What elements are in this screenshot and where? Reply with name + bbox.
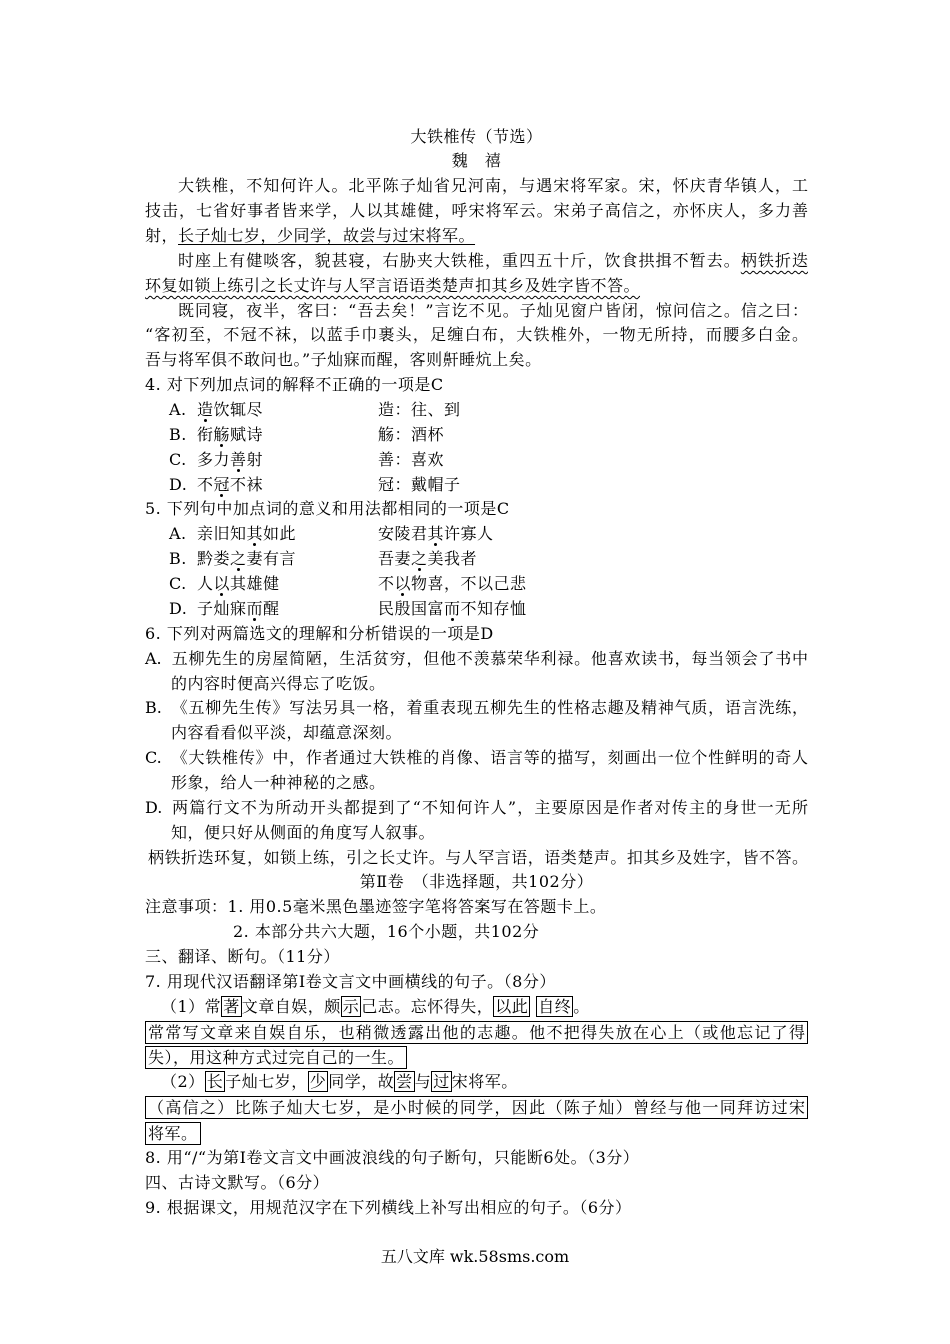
option-label: D. <box>169 474 188 494</box>
phrase-text: 如此 <box>263 524 297 544</box>
phrase-text: 不 <box>378 574 395 594</box>
phrase-text: 赋诗 <box>230 424 264 444</box>
option-phrase <box>197 423 378 448</box>
sentence-text: 己志。忘怀得失， <box>361 996 494 1016</box>
q7-sentence-2 <box>145 1070 808 1095</box>
phrase-text: 物喜，不以己悲 <box>411 574 527 594</box>
q6-option-a-line-2: 的内容时便高兴得忘了吃饭。 <box>171 673 386 693</box>
passage-p3-line-2: “客初至，不冠不袜，以蓝手巾裹头，足缠白布，大铁椎外，一物无所持，而腰多白金。 <box>145 325 808 345</box>
q8-stem: 8. 用“/“为第Ⅰ卷文言文中画波浪线的句子断句，只能断6处。（3分） <box>145 1147 640 1167</box>
phrase-text: 人 <box>197 574 214 594</box>
passage-title: 大铁椎传（节选） <box>410 126 543 146</box>
option-label: D. <box>169 598 188 618</box>
phrase-text: 美我者 <box>427 549 478 569</box>
underlined-sentence: 长子灿七岁，少同学，故尝与过宋将军。 <box>178 226 476 246</box>
q4-option-b <box>145 423 808 448</box>
passage-p2-line-2 <box>145 274 808 299</box>
sentence-text: （2） <box>161 1072 205 1092</box>
option-right-phrase <box>378 574 527 593</box>
wavy-underlined-sentence: 柄铁折迭 <box>740 250 808 270</box>
passage-p1-line-3 <box>145 224 808 249</box>
q5-option-d <box>145 597 808 622</box>
q4-stem: 4. 对下列加点词的解释不正确的一项是C <box>145 375 444 395</box>
option-label: B. <box>169 549 187 569</box>
dotted-word: 之 <box>230 549 247 569</box>
dotted-word: 其 <box>246 524 264 544</box>
option-label: C. <box>145 748 162 768</box>
option-phrase <box>197 448 378 473</box>
option-label: D. <box>145 797 163 817</box>
sentence-text: 宋将军。 <box>451 1072 518 1092</box>
option-left-phrase <box>197 547 378 572</box>
option-label: A. <box>169 524 187 544</box>
q6-option-c-line-1 <box>145 746 808 771</box>
wavy-underlined-sentence: 环复如锁上练引之长丈许与人罕言语语类楚声扣其乡及姓字皆不答。 <box>145 275 641 295</box>
q5-option-a <box>145 522 808 547</box>
option-gloss: 觞：酒杯 <box>378 424 445 444</box>
option-label: C. <box>169 449 187 469</box>
footer-watermark: 五八文库 wk.58sms.com <box>380 1247 570 1266</box>
part2-heading: 第Ⅱ卷 （非选择题，共102分） <box>359 872 594 892</box>
boxed-word: 以此 <box>495 996 529 1016</box>
option-left-phrase <box>197 597 378 622</box>
boxed-word: 过 <box>433 1072 450 1092</box>
q7-answer-1-line-1 <box>145 1021 808 1046</box>
phrase-text: 衔 <box>197 424 214 444</box>
phrase-text: 吾妻 <box>378 549 412 569</box>
option-phrase <box>197 398 378 423</box>
q7-answer-1-line-2 <box>145 1045 808 1070</box>
phrase-text: 不知存恤 <box>460 598 527 618</box>
sentence-text: 文章自娱，颇 <box>241 996 341 1016</box>
sentence-text: 。 <box>573 996 590 1016</box>
notes-line-1 <box>145 895 808 920</box>
option-label: B. <box>169 424 187 444</box>
boxed-word: 少 <box>309 1072 327 1092</box>
boxed-word: 自终 <box>538 996 572 1016</box>
dotted-word: 其 <box>427 524 445 544</box>
option-left-phrase <box>197 522 378 547</box>
boxed-word: 尝 <box>396 1072 413 1092</box>
notes-label: 注意事项： <box>145 897 228 917</box>
passage-p1-line-1: 大铁椎，不知何许人。北平陈子灿省兄河南，与遇宋将军家。宋，怀庆青华镇人，工 <box>178 176 808 196</box>
phrase-text: 其雄健 <box>230 574 280 594</box>
passage-author: 魏 禧 <box>451 151 502 171</box>
option-right-phrase <box>378 524 494 543</box>
option-phrase <box>197 473 378 498</box>
boxed-word: 示 <box>342 996 360 1016</box>
passage-text: 时座上有健啖客，貌甚寝，右胁夹大铁椎，重四五十斤，饮食拱揖不暂去。 <box>178 250 741 270</box>
notes-line-2: 2. 本部分共六大题，16个小题，共102分 <box>233 922 540 942</box>
phrase-text: 亲旧知 <box>197 524 247 544</box>
option-right-phrase <box>378 599 527 618</box>
q6-option-b-line-1 <box>145 696 808 721</box>
q7-answer-2-line-1 <box>145 1096 808 1121</box>
q9-stem: 9. 根据课文，用规范汉字在下列横线上补写出相应的句子。（6分） <box>145 1197 632 1217</box>
option-label: B. <box>145 698 162 718</box>
q6-option-d-line-1 <box>145 796 808 821</box>
dotted-word: 造 <box>197 400 214 420</box>
section-3-heading: 三、翻译、断句。（11分） <box>145 946 340 966</box>
sentence-text: 同学，故 <box>328 1072 395 1092</box>
passage-text: 射， <box>145 226 179 246</box>
punctuated-sentence: 柄铁折迭环复，如锁上练，引之长丈许。与人罕言语，语类楚声。扣其乡及姓字，皆不答。 <box>148 847 808 867</box>
q5-option-c <box>145 572 808 597</box>
q7-stem: 7. 用现代汉语翻译第Ⅰ卷文言文中画横线的句子。（8分） <box>145 971 556 991</box>
answer-box: （高信之）比陈子灿大七岁，是小时候的同学，因此（陈子灿）曾经与他一同拜访过宋 <box>145 1096 808 1119</box>
sentence-text: 子灿七岁， <box>225 1072 308 1092</box>
passage-p1-line-2: 技击，七省好事者皆来学，人以其雄健，呼宋将军云。宋弟子高信之，亦怀庆人，多力善 <box>145 201 808 221</box>
section-4-heading: 四、古诗文默写。（6分） <box>145 1172 330 1192</box>
phrase-text: 子灿寐 <box>197 598 247 618</box>
phrase-text: 黔娄 <box>197 549 231 569</box>
phrase-text: 安陵君 <box>378 524 428 544</box>
option-text: 两篇行文不为所动开头都提到了“不知何许人”，主要原因是作者对传主的身世一无所 <box>171 797 808 817</box>
phrase-text: 射 <box>246 449 264 469</box>
option-text: 五柳先生的房屋简陋，生活贫穷，但他不羡慕荣华利禄。他喜欢读书，每当领会了书中 <box>171 648 808 668</box>
dotted-word: 之 <box>411 549 428 569</box>
boxed-word: 著 <box>223 996 240 1016</box>
option-gloss: 善：喜欢 <box>378 449 445 469</box>
option-label: A. <box>145 648 162 668</box>
sentence-text: 与 <box>414 1072 432 1092</box>
q7-answer-2-line-2 <box>145 1121 808 1146</box>
q5-option-b <box>145 547 808 572</box>
passage-p3-line-3: 吾与将军俱不敢问也。”子灿寐而醒，客则鼾睡炕上矣。 <box>145 350 542 370</box>
dotted-word: 以 <box>213 574 231 594</box>
phrase-text: 不 <box>197 474 214 494</box>
passage-p3-line-1: 既同寝，夜半，客曰：“吾去矣！”言讫不见。子灿见窗户皆闭，惊问信之。信之曰： <box>178 300 808 320</box>
q6-option-a-line-1 <box>145 647 808 672</box>
answer-box: 失），用这种方式过完自己的一生。 <box>145 1046 407 1069</box>
boxed-word: 长 <box>206 1072 224 1092</box>
phrase-text: 多力 <box>197 449 231 469</box>
phrase-text: 妻有言 <box>246 549 297 569</box>
q4-option-c <box>145 448 808 473</box>
q6-option-d-line-2: 知，便只好从侧面的角度写人叙事。 <box>171 822 436 842</box>
phrase-text: 民殷国富 <box>378 598 445 618</box>
option-label: A. <box>169 400 187 420</box>
phrase-text: 饮辄尽 <box>213 400 264 420</box>
q6-option-b-line-2: 内容看看似平淡，却蕴意深刻。 <box>171 723 403 743</box>
dotted-word: 而 <box>246 598 264 618</box>
phrase-text: 醒 <box>263 598 280 618</box>
answer-box: 常常写文章来自娱自乐，也稍微透露出他的志趣。他不把得失放在心上（或他忘记了得 <box>145 1021 808 1044</box>
option-label: C. <box>169 574 187 594</box>
note-item: 1. 用0.5毫米黑色墨迹签字笔将答案写在答题卡上。 <box>227 897 607 917</box>
dotted-word: 而 <box>444 598 461 618</box>
sentence-text: （1）常 <box>161 996 222 1016</box>
q6-option-c-line-2: 形象，给人一种神秘的之感。 <box>171 772 386 792</box>
q6-stem: 6. 下列对两篇选文的理解和分析错误的一项是D <box>145 623 494 643</box>
option-gloss: 造：往、到 <box>378 400 461 420</box>
option-left-phrase <box>197 572 378 597</box>
dotted-word: 以 <box>394 574 412 594</box>
option-gloss: 冠：戴帽子 <box>378 474 461 494</box>
option-text: 《大铁椎传》中，作者通过大铁椎的肖像、语言等的描写，刻画出一位个性鲜明的奇人 <box>171 748 808 768</box>
dotted-word: 冠 <box>213 474 231 494</box>
q4-option-a <box>145 398 808 423</box>
option-text: 《五柳先生传》写法另具一格，着重表现五柳先生的性格志趣及精神气质，语言洗练， <box>171 698 808 718</box>
q7-sentence-1 <box>145 995 808 1020</box>
phrase-text: 许寡人 <box>444 524 494 544</box>
page-content <box>145 125 808 1221</box>
q5-stem: 5. 下列句中加点词的意义和用法都相同的一项是C <box>145 499 510 519</box>
passage-p2-line-1 <box>145 249 808 274</box>
dotted-word: 觞 <box>213 424 231 444</box>
q4-option-d <box>145 473 808 498</box>
dotted-word: 善 <box>230 449 247 469</box>
answer-box: 将军。 <box>145 1122 201 1145</box>
phrase-text: 不袜 <box>230 474 264 494</box>
option-right-phrase <box>378 549 477 568</box>
